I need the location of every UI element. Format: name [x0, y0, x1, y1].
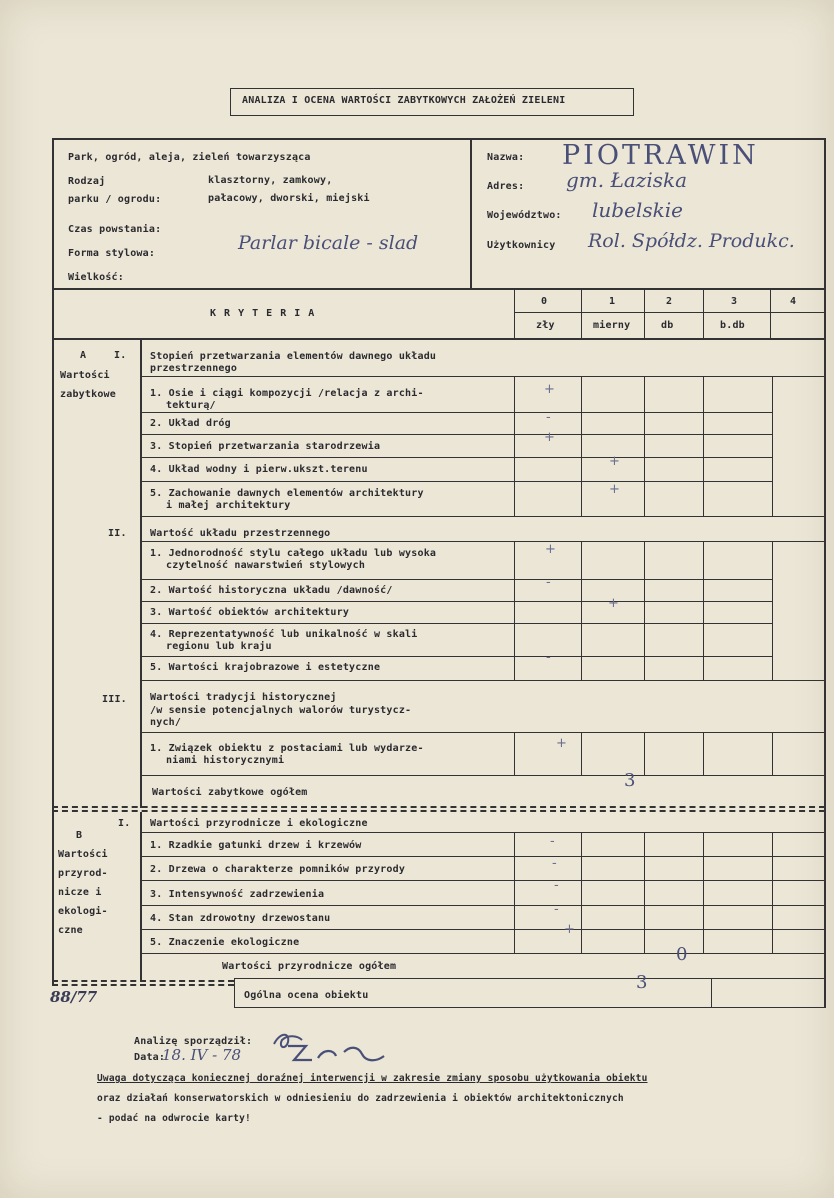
frame-right	[824, 138, 826, 1008]
section-b-name-1: Wartości	[58, 849, 108, 860]
overall-bottom-line	[234, 1007, 825, 1008]
score-name-0: zły	[536, 320, 555, 331]
section-b-name-4: ekologi-	[58, 906, 108, 917]
col-line-1-head	[581, 288, 582, 339]
score-0: 0	[541, 296, 548, 307]
section-b-total-label: Wartości przyrodnicze ogółem	[222, 961, 397, 972]
b-row-line-5	[140, 953, 825, 954]
overall-label: Ogólna ocena obiektu	[244, 990, 369, 1001]
score-name-3: b.db	[720, 320, 745, 331]
g1-row-line-1	[140, 412, 773, 413]
group-2-title: Wartość układu przestrzennego	[150, 528, 331, 539]
g1-col-3	[703, 376, 704, 516]
mark-g1-3: +	[544, 430, 555, 445]
overall-value: 3	[636, 972, 648, 993]
frame-left	[52, 138, 54, 984]
g1-item-2: 2. Układ dróg	[150, 418, 231, 429]
g1-item-1-l2: tekturą/	[166, 400, 216, 411]
mark-g3-1: +	[556, 736, 567, 751]
section-b-letter: B	[76, 830, 83, 841]
g1-col-1	[581, 376, 582, 516]
section-b-name-5: czne	[58, 925, 83, 936]
margin-note: 88/77	[50, 988, 98, 1006]
g2-item-5: 5. Wartości krajobrazowe i estetyczne	[150, 662, 381, 673]
criteria-label: K R Y T E R I A	[210, 308, 316, 319]
g2-item-3: 3. Wartość obiektów architektury	[150, 607, 350, 618]
col-line-2-head	[644, 288, 645, 339]
note-line-3: - podać na odwrocie karty!	[97, 1113, 251, 1124]
g1-row-line-5	[140, 516, 825, 517]
g2-row-line-1	[140, 579, 773, 580]
g2-col-2	[644, 541, 645, 680]
criteria-top-line	[52, 288, 825, 290]
mark-g2-2: -	[546, 575, 551, 590]
g2-item-4-l2: regionu lub kraju	[166, 641, 272, 652]
b-col-2	[644, 832, 645, 953]
overall-left-line	[234, 978, 235, 1008]
nazwa-handwritten: PIOTRAWIN	[562, 140, 759, 171]
b-item-3: 3. Intensywność zadrzewienia	[150, 889, 325, 900]
b-row-line-3	[140, 905, 825, 906]
forma-label: Forma stylowa:	[68, 248, 156, 259]
rodzaj-options-1: klasztorny, zamkowy,	[208, 175, 333, 186]
score-3: 3	[731, 296, 738, 307]
g2-col-4	[772, 541, 773, 680]
g3-row-line-1	[140, 775, 825, 776]
g2-line-top	[140, 541, 825, 542]
score-1: 1	[609, 296, 616, 307]
g1-row-line-2	[140, 434, 773, 435]
mark-g2-1: +	[545, 542, 556, 557]
wojewodztwo-handwritten: lubelskie	[592, 198, 683, 222]
g3-col-4	[772, 732, 773, 775]
header-divider	[470, 138, 472, 288]
score-name-1: mierny	[593, 320, 631, 331]
criteria-bottom-line	[52, 338, 825, 340]
b-item-4: 4. Stan zdrowotny drzewostanu	[150, 913, 331, 924]
score-4: 4	[790, 296, 797, 307]
section-a-total-label: Wartości zabytkowe ogółem	[152, 787, 308, 798]
score-2: 2	[666, 296, 673, 307]
section-a-name-2: zabytkowe	[60, 389, 116, 400]
note-line-1: Uwaga dotycząca koniecznej doraźnej interwencji w zakresie zmiany sposobu użytkowania obiektu	[97, 1073, 648, 1084]
mark-g1-4: +	[609, 454, 620, 469]
g2-row-line-2	[140, 601, 773, 602]
dashed-separator-b-1	[52, 980, 234, 982]
g2-row-line-4	[140, 656, 773, 657]
uzytkownicy-label: Użytkownicy	[487, 240, 556, 251]
dashed-separator-2	[52, 810, 825, 812]
mark-b-2: -	[552, 856, 557, 871]
mark-b-5: +	[564, 922, 575, 937]
group-3-title-3: nych/	[150, 717, 182, 728]
score-name-2: db	[661, 320, 674, 331]
g2-item-1-l2: czytelność nawarstwień stylowych	[166, 560, 366, 571]
parku-label: parku / ogrodu:	[68, 194, 162, 205]
mark-g2-4: -	[546, 650, 551, 665]
g3-item-1-l2: niami historycznymi	[166, 755, 285, 766]
b-item-2: 2. Drzewa o charakterze pomników przyrody	[150, 864, 406, 875]
section-b-name-2: przyrod-	[58, 868, 108, 879]
g1-row-line-3	[140, 457, 773, 458]
g1-item-3: 3. Stopień przetwarzania starodrzewia	[150, 441, 381, 452]
b-row-line-2	[140, 880, 825, 881]
mark-b-4: -	[554, 902, 559, 917]
group-2-number: II.	[108, 528, 127, 539]
g2-col-1	[581, 541, 582, 680]
section-b-total-value: 0	[676, 944, 688, 965]
g2-row-line-5	[140, 680, 825, 681]
section-b-number: I.	[118, 818, 131, 829]
g3-col-3	[703, 732, 704, 775]
czas-label: Czas powstania:	[68, 224, 162, 235]
section-a-letter: A	[80, 350, 87, 361]
signature-scribble-icon	[284, 1038, 394, 1072]
b-item-1: 1. Rzadkie gatunki drzew i krzewów	[150, 840, 362, 851]
date-handwritten: 18. IV - 78	[162, 1046, 242, 1064]
g2-col-0	[514, 541, 515, 680]
note-line-2: oraz działań konserwatorskich w odniesieniu do zadrzewienia i obiektów architektonicznych	[97, 1093, 624, 1104]
b-item-5: 5. Znaczenie ekologiczne	[150, 937, 300, 948]
prepared-label: Analizę sporządził:	[134, 1036, 253, 1047]
g1-item-4: 4. Układ wodny i pierw.ukszt.terenu	[150, 464, 368, 475]
signature-2	[284, 1038, 394, 1076]
wojewodztwo-label: Województwo:	[487, 210, 562, 221]
g1-item-5-l1: 5. Zachowanie dawnych elementów architektury	[150, 488, 424, 499]
park-label: Park, ogród, aleja, zieleń towarzysząca	[68, 152, 311, 163]
rodzaj-label: Rodzaj	[68, 176, 106, 187]
col-line-0-head	[514, 288, 515, 339]
b-col-3	[703, 832, 704, 953]
overall-top-line	[234, 978, 825, 979]
group-3-number: III.	[102, 694, 127, 705]
dashed-separator-1	[52, 806, 825, 808]
g1-row-line-4	[140, 481, 773, 482]
group-1-title-1: Stopień przetwarzania elementów dawnego układu	[150, 351, 437, 362]
mark-g1-1: +	[544, 382, 555, 397]
criteria-mid-line	[514, 312, 825, 313]
section-b-name-3: nicze i	[58, 887, 102, 898]
group-1-title-2: przestrzennego	[150, 363, 238, 374]
b-line-top	[140, 832, 825, 833]
wielkosc-label: Wielkość:	[68, 272, 124, 283]
b-row-line-4	[140, 929, 825, 930]
g1-col-4	[772, 376, 773, 516]
dashed-separator-b-2	[52, 984, 234, 986]
section-a-name-1: Wartości	[60, 370, 110, 381]
g3-line-top	[140, 732, 825, 733]
b-col-0	[514, 832, 515, 953]
section-a-total-value: 3	[624, 770, 636, 791]
section-b-title: Wartości przyrodnicze i ekologiczne	[150, 818, 368, 829]
g3-item-1-l1: 1. Związek obiektu z postaciami lub wydarze-	[150, 743, 424, 754]
rodzaj-options-2: pałacowy, dworski, miejski	[208, 193, 370, 204]
g1-col-0	[514, 376, 515, 516]
mark-g2-3: +	[608, 596, 619, 611]
g1-col-2	[644, 376, 645, 516]
uzytkownicy-handwritten: Rol. Spółdz. Produkc.	[588, 230, 795, 252]
g3-col-0	[514, 732, 515, 775]
forma-handwritten: Parlar bicale - slad	[238, 232, 419, 254]
g2-item-1-l1: 1. Jednorodność stylu całego układu lub wysoka	[150, 548, 437, 559]
adres-handwritten: gm. Łaziska	[566, 168, 688, 192]
document-title: ANALIZA I OCENA WARTOŚCI ZABYTKOWYCH ZAŁOŻEŃ ZIELENI	[242, 95, 566, 106]
b-row-line-1	[140, 856, 825, 857]
section-a-left-divider	[140, 338, 142, 808]
group-3-title-2: /w sensie potencjalnych walorów turystycz-	[150, 705, 412, 716]
g2-row-line-3	[140, 623, 773, 624]
g2-col-3	[703, 541, 704, 680]
g2-item-4-l1: 4. Reprezentatywność lub unikalność w skali	[150, 629, 418, 640]
group-1-number: I.	[114, 350, 127, 361]
g2-item-2: 2. Wartość historyczna układu /dawność/	[150, 585, 393, 596]
nazwa-label: Nazwa:	[487, 152, 525, 163]
date-label: Data:	[134, 1052, 166, 1063]
mark-b-3: -	[554, 878, 559, 893]
group-3-title-1: Wartości tradycji historycznej	[150, 692, 337, 703]
g3-col-2	[644, 732, 645, 775]
g3-col-1	[581, 732, 582, 775]
mark-b-1: -	[550, 834, 555, 849]
col-line-3-head	[703, 288, 704, 339]
b-col-1	[581, 832, 582, 953]
overall-mid-line	[711, 978, 712, 1008]
adres-label: Adres:	[487, 181, 525, 192]
g1-item-5-l2: i małej architektury	[166, 500, 291, 511]
mark-g1-2: -	[546, 410, 551, 425]
section-b-left-divider	[140, 812, 142, 980]
g1-item-1-l1: 1. Osie i ciągi kompozycji /relacja z archi-	[150, 388, 424, 399]
b-col-4	[772, 832, 773, 953]
mark-g1-5: +	[609, 482, 620, 497]
g1-line-top	[140, 376, 825, 377]
col-line-4-head	[770, 288, 771, 339]
